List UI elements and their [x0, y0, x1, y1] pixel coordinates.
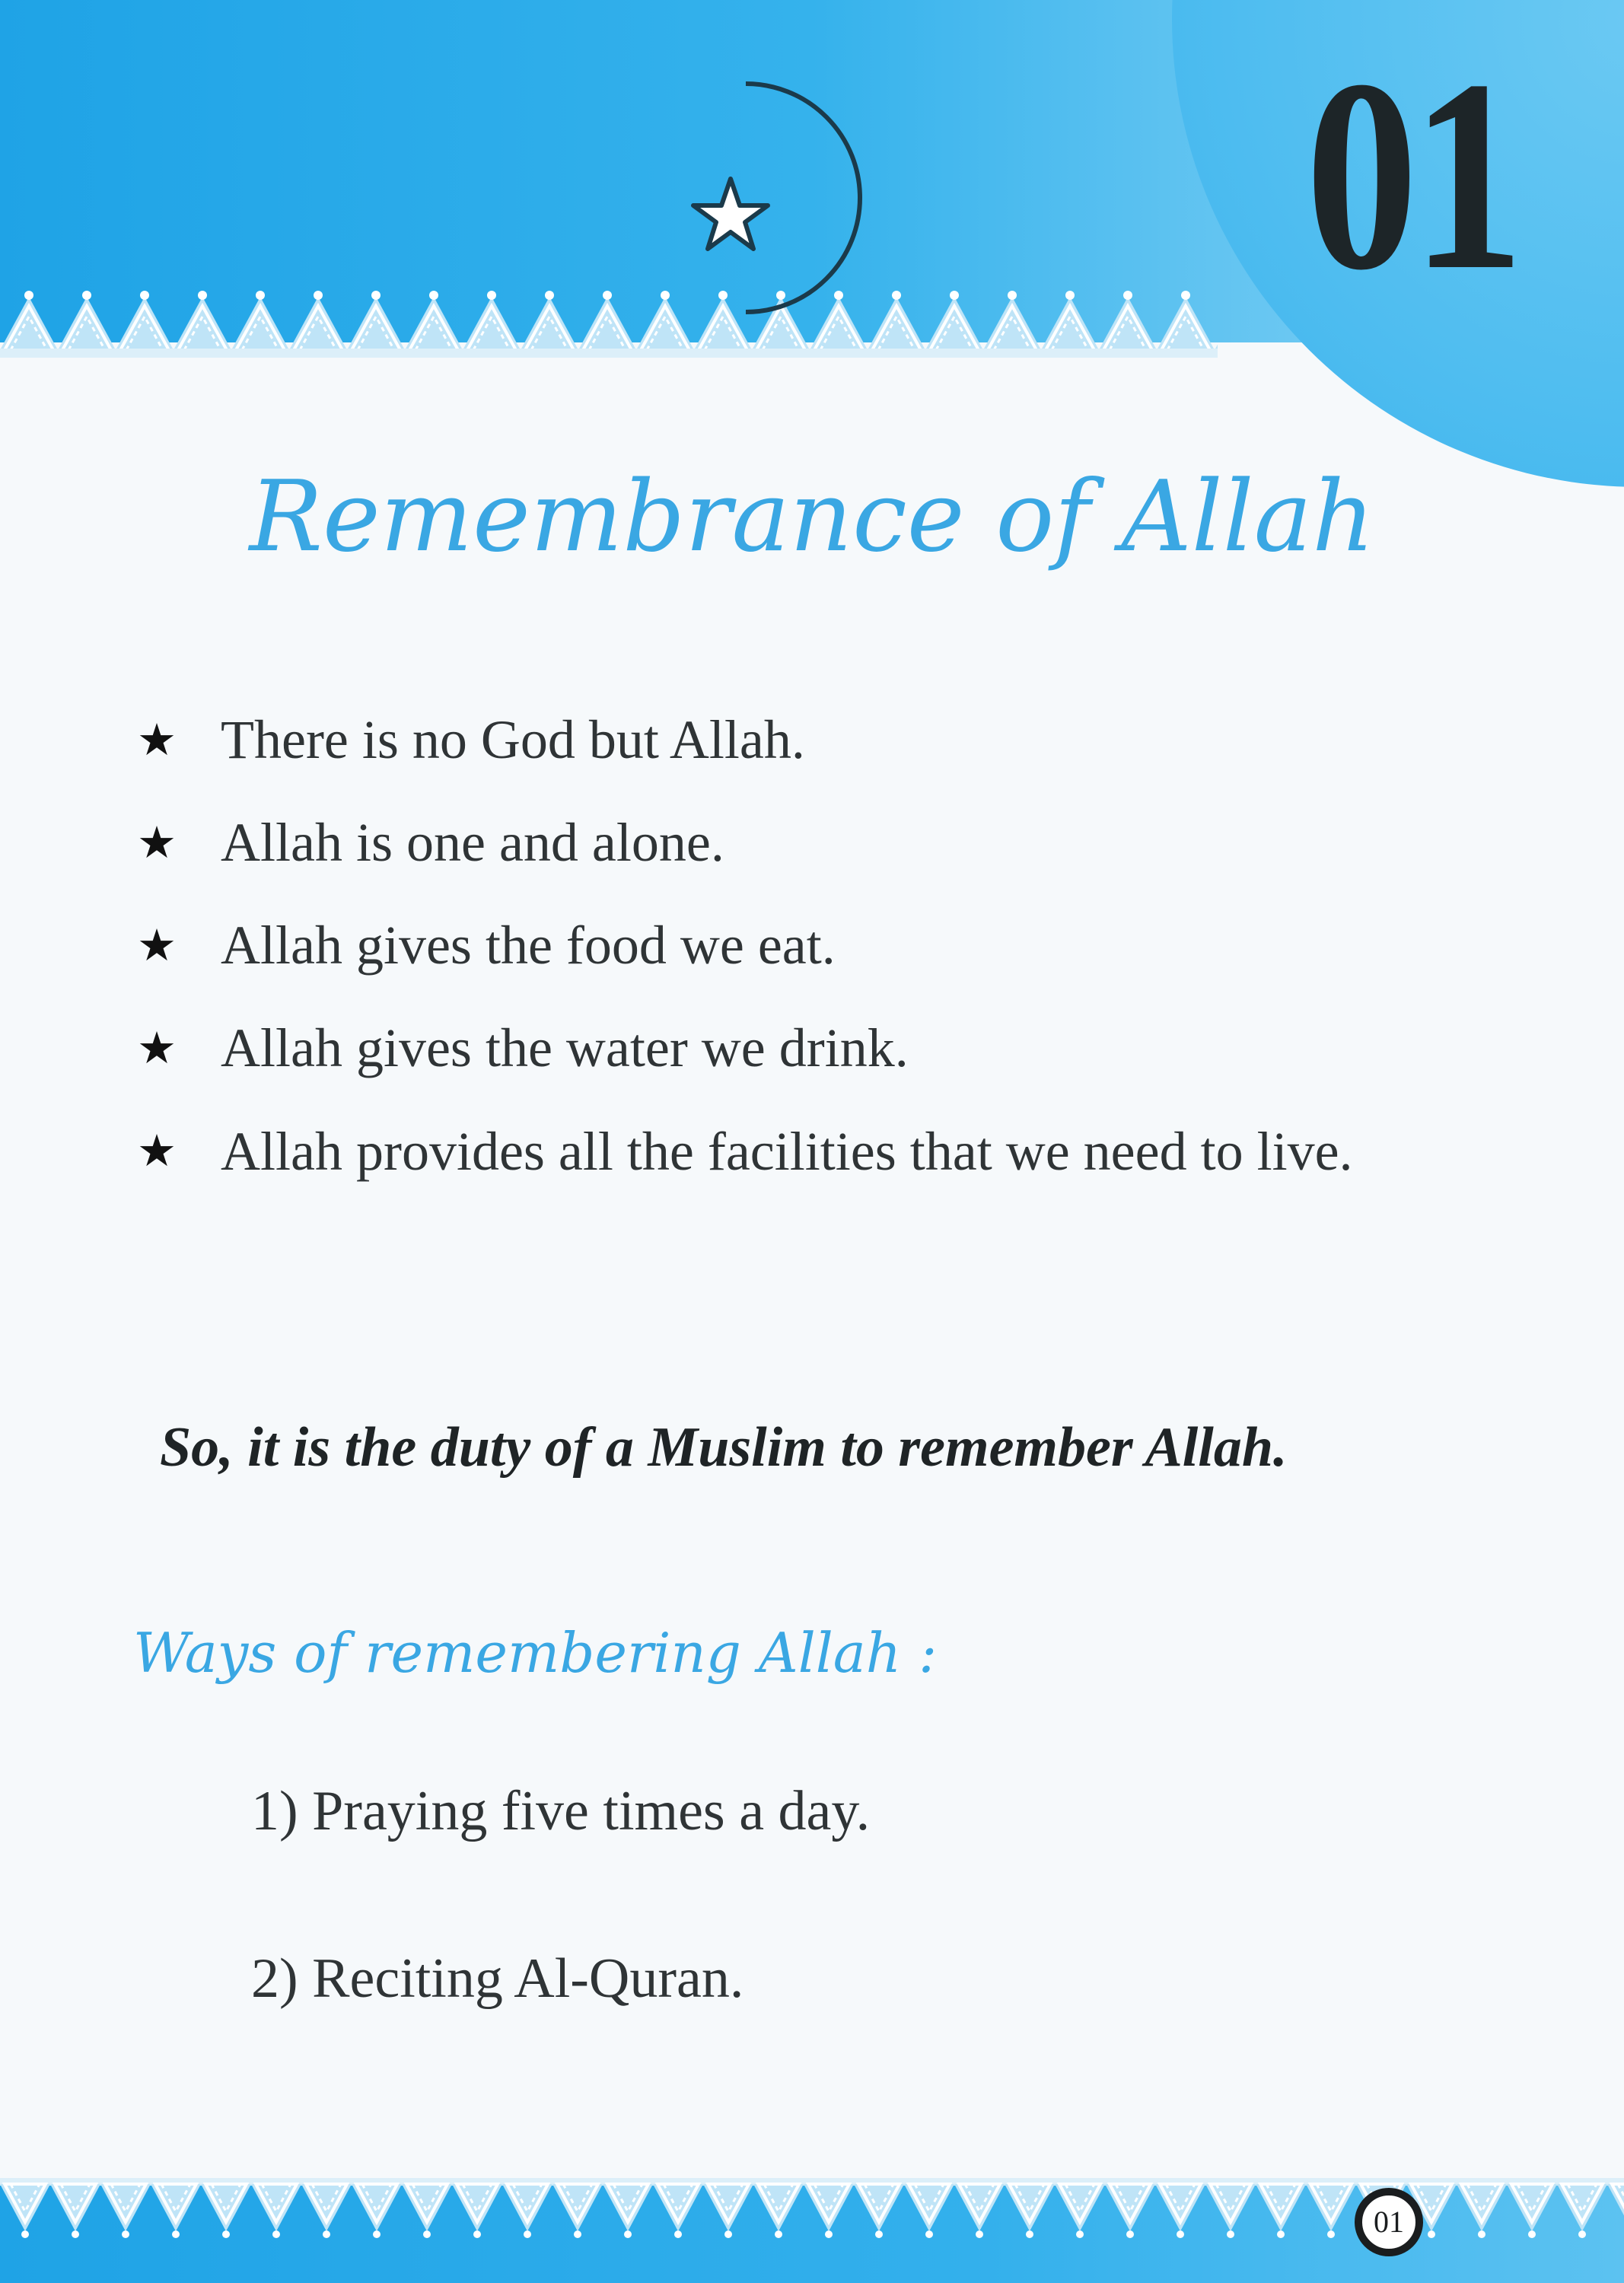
- fact-text: There is no God but Allah.: [221, 709, 805, 770]
- crescent-star-icon: [670, 68, 928, 327]
- fact-text: Allah gives the water we drink.: [221, 1017, 909, 1078]
- star-icon: ★: [137, 921, 177, 970]
- page-title: Remembrance of Allah: [249, 460, 1375, 574]
- lace-border-top: [0, 266, 1218, 358]
- list-item: 1) Praying five times a day.: [251, 1780, 871, 1842]
- list-item: [137, 894, 1507, 997]
- list-item: [137, 689, 1507, 791]
- star-icon: ★: [137, 715, 177, 765]
- page-number-badge: 01: [1355, 2188, 1423, 2256]
- fact-text: Allah is one and alone.: [221, 812, 724, 873]
- ways-list: [251, 1781, 870, 2116]
- star-icon: ★: [137, 818, 177, 868]
- facts-list: [137, 689, 1507, 1203]
- fact-text: Allah provides all the facilities that we need to live.: [221, 1121, 1353, 1182]
- ways-heading: Ways of remembering Allah :: [133, 1621, 938, 1685]
- list-item: [137, 997, 1507, 1100]
- chapter-number: 01: [1305, 23, 1518, 326]
- star-icon: ★: [137, 1024, 177, 1073]
- duty-statement: So, it is the duty of a Muslim to remember Allah.: [160, 1416, 1288, 1479]
- list-item: 2) Reciting Al-Quran.: [251, 1947, 744, 2010]
- fact-text: Allah gives the food we eat.: [221, 915, 836, 976]
- list-item: [137, 791, 1507, 894]
- list-item: [137, 1100, 1438, 1203]
- star-icon: ★: [137, 1126, 177, 1176]
